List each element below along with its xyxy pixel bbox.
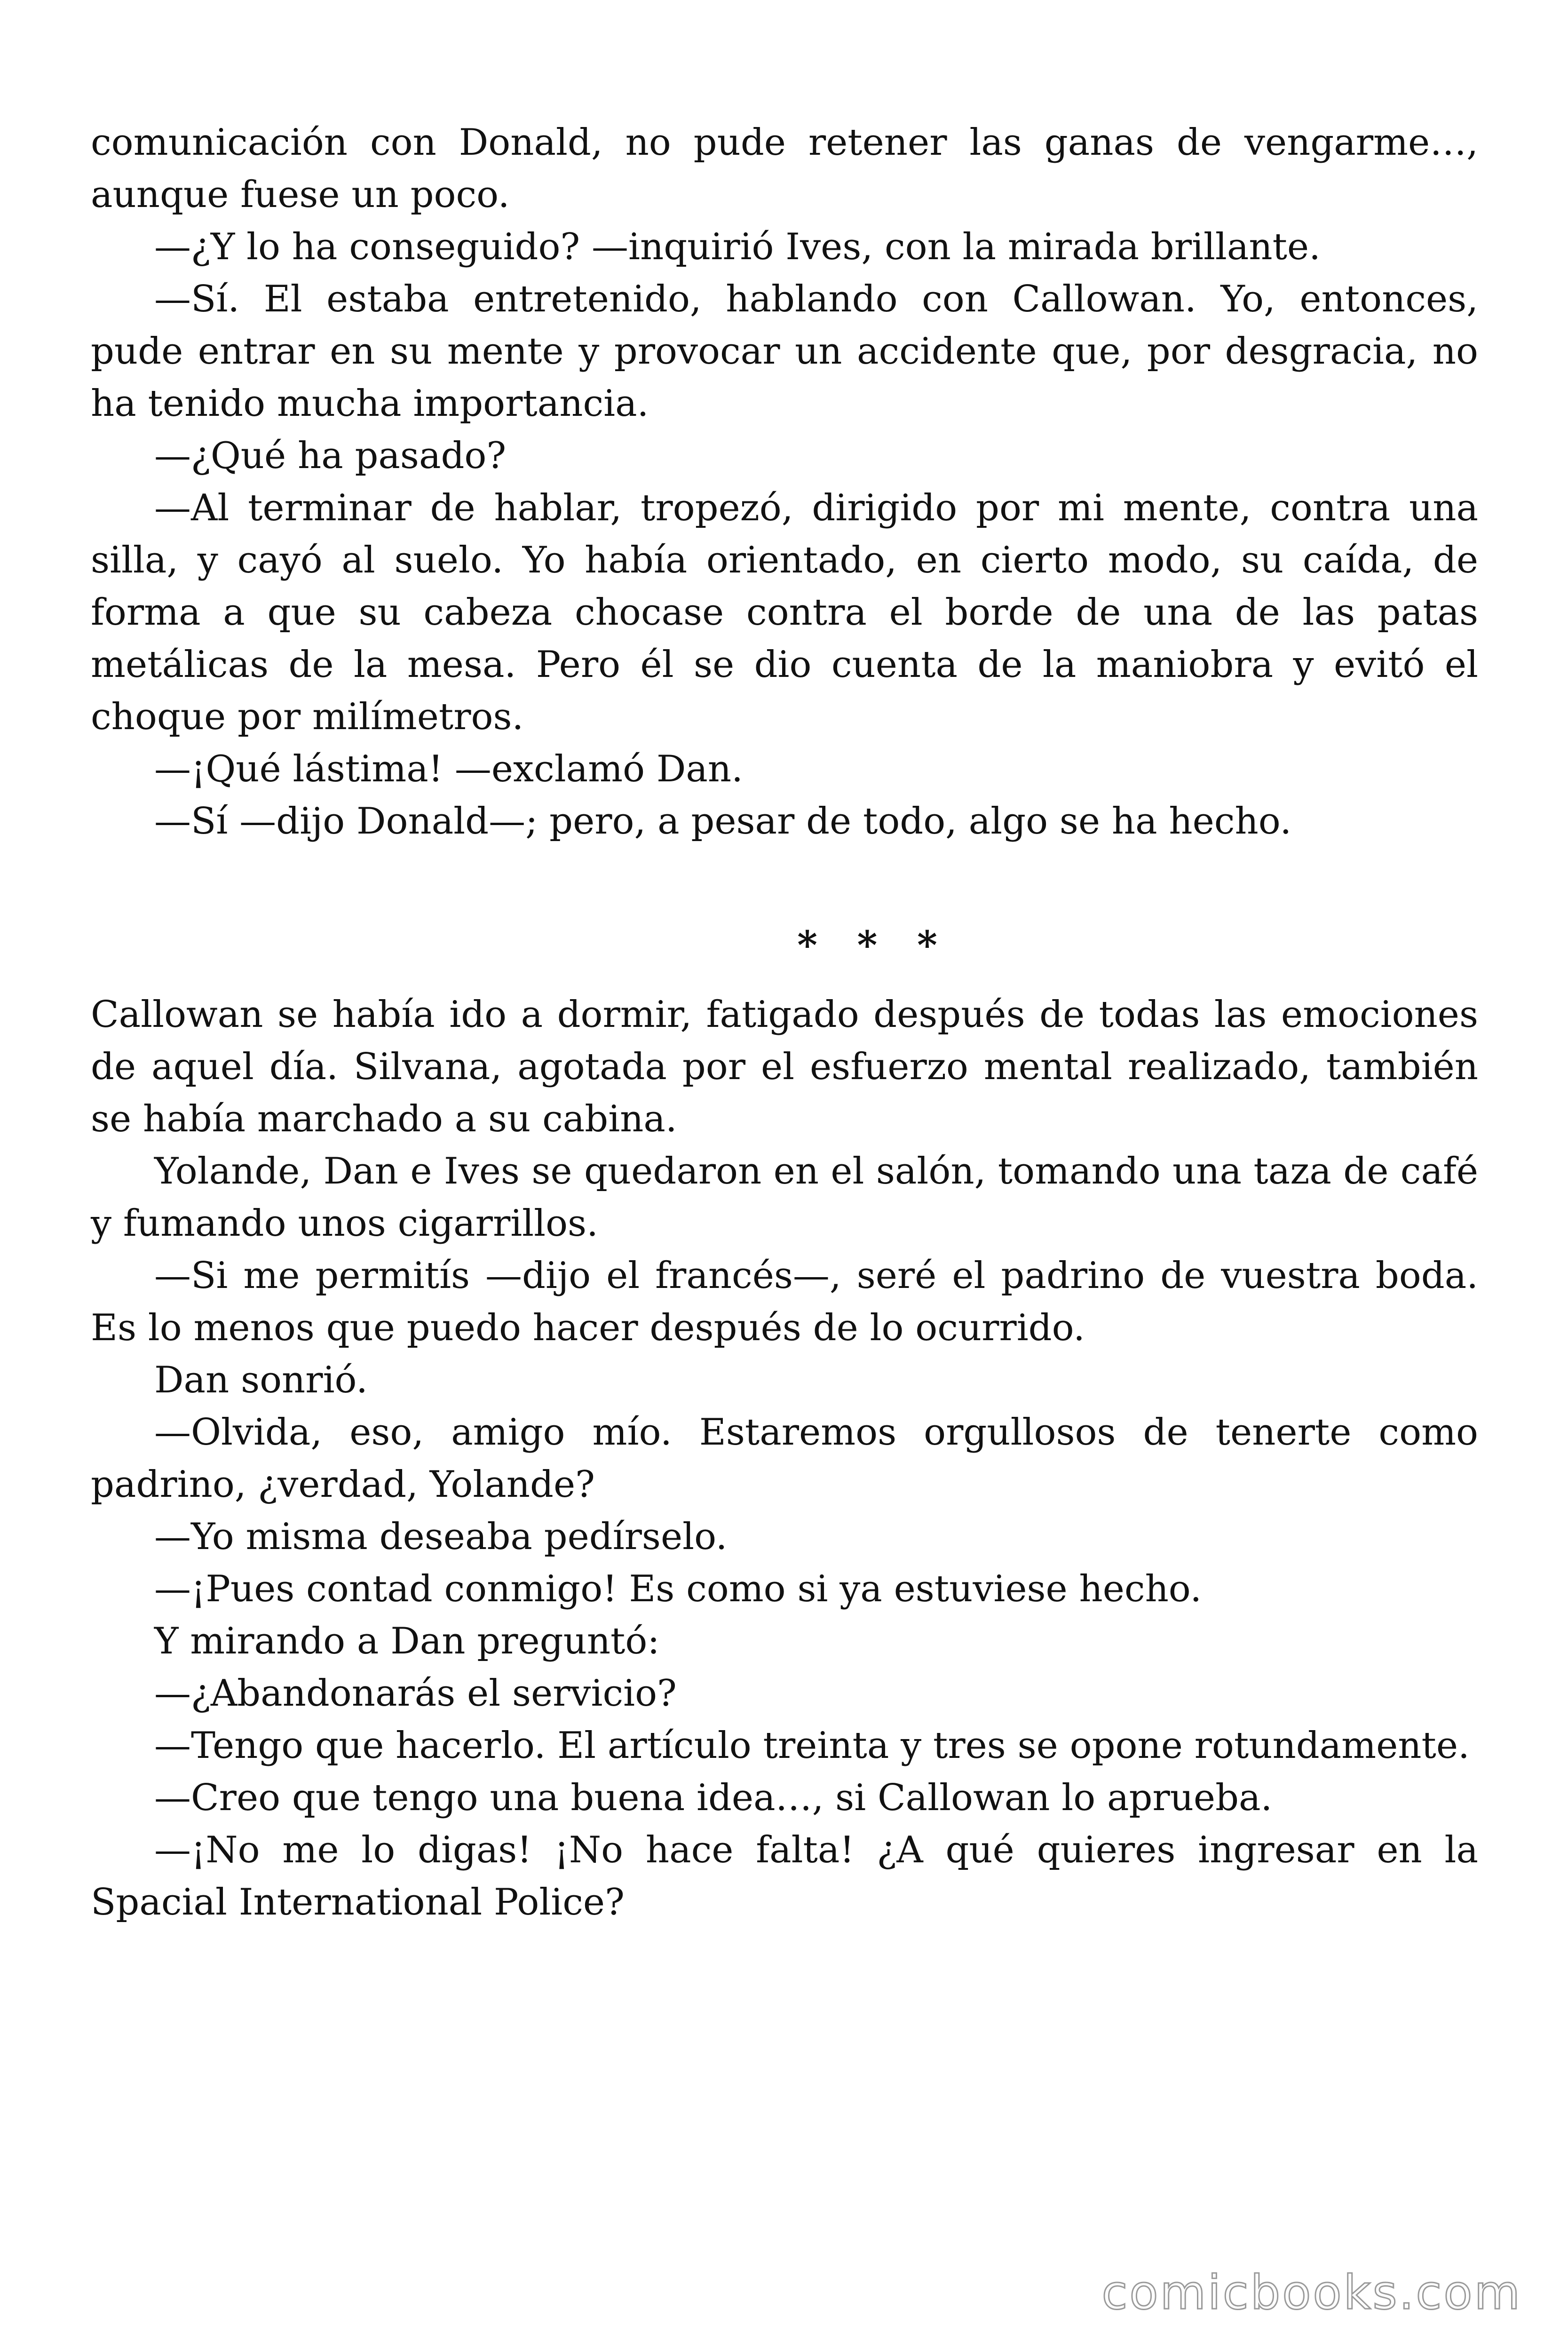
paragraph: comunicación con Donald, no pude retener las ganas de vengarme…, aunque fuese un poco.: [91, 121, 1478, 216]
paragraph: —¿Abandonarás el servicio?: [154, 1672, 677, 1715]
paragraph: —¡Qué lástima! —exclamó Dan.: [154, 748, 743, 790]
paragraph: —Olvida, eso, amigo mío. Estaremos orgullosos de tenerte como padrino, ¿verdad, Yolande?: [91, 1411, 1478, 1506]
paragraph: —Sí. El estaba entretenido, hablando con Callowan. Yo, entonces, pude entrar en su mente y provocar un accidente que, por desgracia, no ha tenido mucha importancia.: [91, 278, 1478, 425]
paragraph: —Al terminar de hablar, tropezó, dirigido por mi mente, contra una silla, y cayó al suelo. Yo había orientado, en cierto modo, su caída, de forma a que su cabeza chocase contra el borde de una de las patas metálicas de la mesa. Pero él se dio cuenta de la maniobra y evitó el choque por milímetros.: [91, 487, 1478, 738]
section-break: [91, 848, 1478, 989]
paragraph: —¡No me lo digas! ¡No hace falta! ¿A qué quieres ingresar en la Spacial International Police?: [91, 1829, 1478, 1923]
paragraph: —¿Qué ha pasado?: [154, 435, 507, 477]
paragraph: Callowan se había ido a dormir, fatigado después de todas las emociones de aquel día. Silvana, agotada por el esfuerzo mental realizado, también se había marchado a su cabina.: [91, 993, 1478, 1140]
paragraph: —Tengo que hacerlo. El artículo treinta y tres se opone rotundamente.: [154, 1724, 1470, 1767]
paragraph: —Yo misma deseaba pedírselo.: [154, 1516, 728, 1558]
paragraph: —Sí —dijo Donald—; pero, a pesar de todo, algo se ha hecho.: [154, 800, 1292, 842]
text-section-2: [91, 989, 1478, 1929]
paragraph: —¡Pues contad conmigo! Es como si ya estuviese hecho.: [154, 1568, 1202, 1610]
text-section-1: [91, 117, 1478, 848]
paragraph: Y mirando a Dan preguntó:: [154, 1620, 660, 1662]
section-break-stars: * * *: [797, 923, 950, 968]
paragraph: Dan sonrió.: [154, 1359, 368, 1401]
paragraph: —¿Y lo ha conseguido? —inquirió Ives, con la mirada brillante.: [154, 226, 1321, 268]
page-body: [91, 117, 1478, 1929]
paragraph: —Si me permitís —dijo el francés—, seré el padrino de vuestra boda. Es lo menos que puedo hacer después de lo ocurrido.: [91, 1255, 1478, 1349]
paragraph: Yolande, Dan e Ives se quedaron en el salón, tomando una taza de café y fumando unos cigarrillos.: [91, 1150, 1478, 1245]
paragraph: —Creo que tengo una buena idea…, si Callowan lo aprueba.: [154, 1777, 1273, 1819]
watermark-logo: comicbooks.com: [1101, 2265, 1522, 2320]
